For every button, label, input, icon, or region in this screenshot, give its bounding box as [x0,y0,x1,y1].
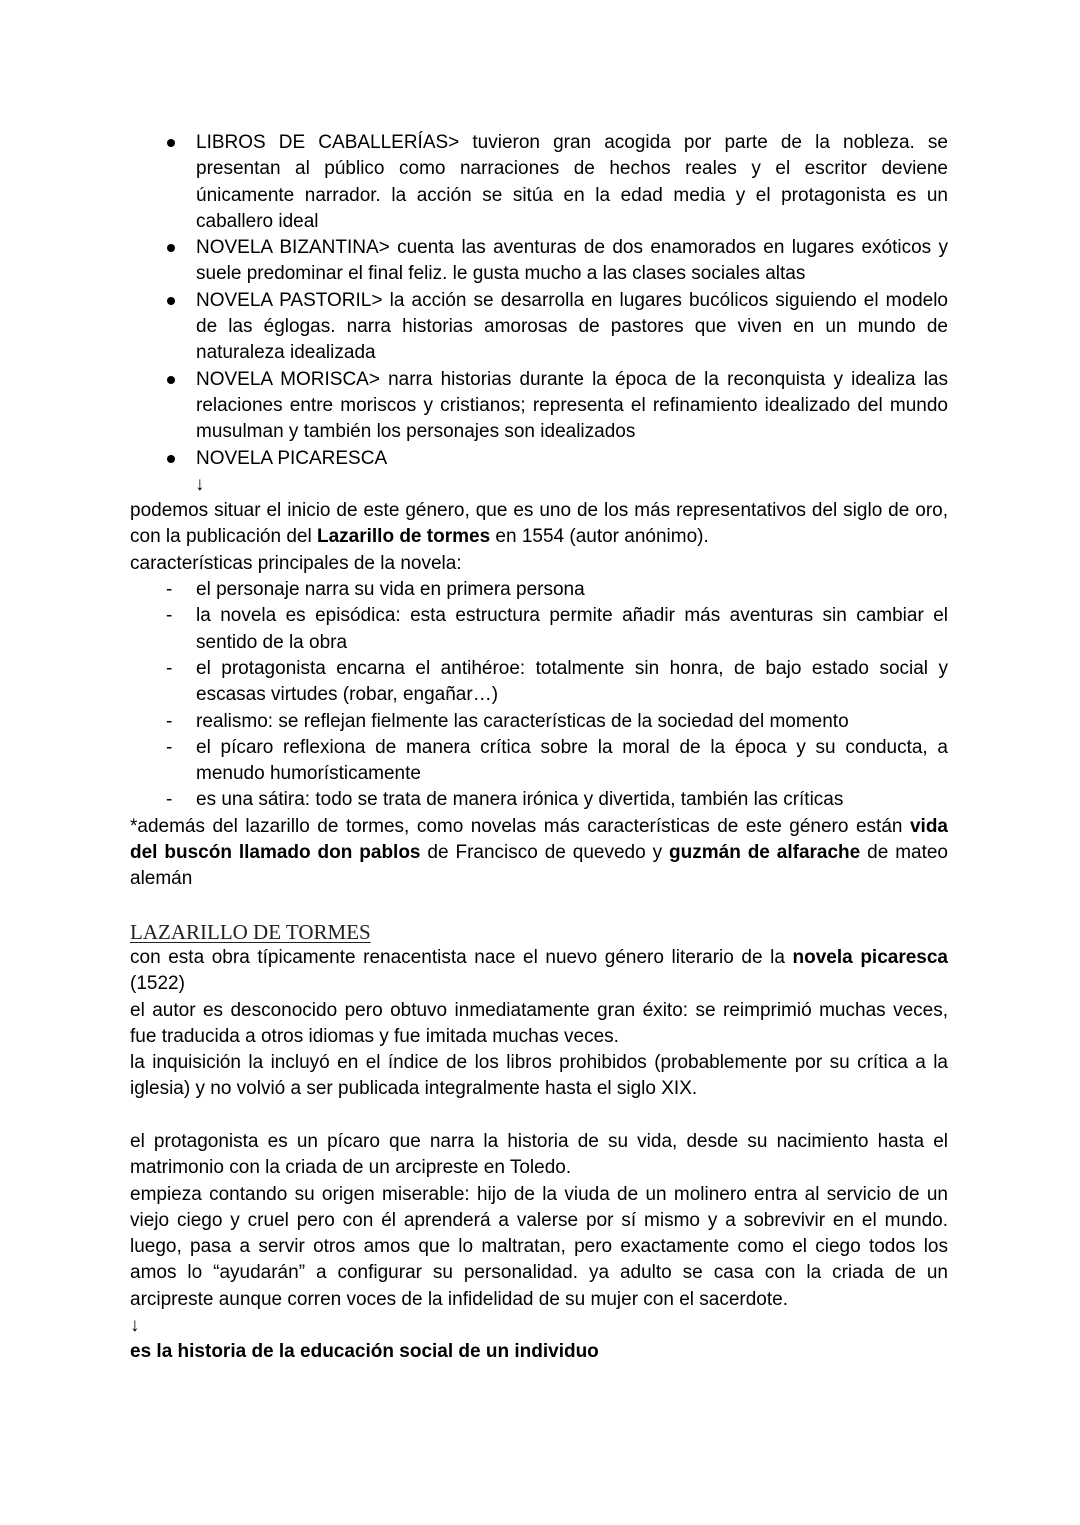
genre-name: NOVELA PICARESCA [196,447,388,469]
genre-name: NOVELA MORISCA> [196,368,380,390]
conclusion-bold: es la historia de la educación social de un individuo [130,1341,599,1363]
note-text: *además del lazarillo de tormes, como novelas más características de este género están [130,815,910,837]
characteristic-text: el personaje narra su vida en primera persona [196,579,585,601]
dash-marker: - [166,579,173,601]
genre-name: NOVELA PASTORIL> [196,289,383,311]
dash-marker: - [166,657,173,679]
picaresca-intro [130,498,948,551]
genre-text: cuenta las aventuras de dos enamorados en lugares exóticos y suele predominar el final feliz. le gusta mucho a las clases sociales altas [196,237,948,285]
other-novels-note [130,814,948,893]
paragraph-bold: novela picaresca [792,946,948,968]
bullet-icon [167,139,175,147]
list-item [130,656,948,709]
arrow-down-icon: ↓ [195,473,205,495]
intro-text-end: en 1554 (autor anónimo). [490,526,709,548]
intro-bold-title: Lazarillo de tormes [316,526,491,548]
intro-text: podemos situar el inicio de este género, que es uno de los más representativos del siglo de oro, con la publicación del [130,500,948,548]
list-item [130,130,948,235]
bullet-icon [167,376,175,384]
list-item [130,446,948,472]
note-text: de mateo alemán [130,842,948,890]
dash-marker: - [166,736,173,758]
lazarillo-paragraph: empieza contando su origen miserable: hijo de la viuda de un molinero entra al servicio de un viejo ciego y cruel pero con él aprenderá a valerse por sí mismo y a sobrevivir en el mundo. luego, pasa a servir otros amos que lo maltratan, pero exactamente como el ciego todos los amos lo “ayudarán” a configurar su personalidad. ya adulto se casa con la criada de un arcipreste aunque corren voces de la infidelidad de su mujer con el sacerdote. [130,1183,948,1310]
list-item [130,603,948,656]
dash-marker: - [166,789,173,811]
list-item [130,787,948,813]
genre-name: LIBROS DE CABALLERÍAS> [196,132,460,153]
arrow-down-icon: ↓ [130,1315,140,1337]
bullet-icon [167,455,175,463]
dash-marker: - [166,710,173,732]
list-item [130,288,948,367]
genre-text: la acción se desarrolla en lugares bucólicos siguiendo el modelo de las églogas. narra historias amorosas de pastores que viven en un mundo de naturaleza idealizada [196,289,948,364]
list-item [130,735,948,788]
characteristic-text: el protagonista encarna el antihéroe: totalmente sin honra, de bajo estado social y escasas virtudes (robar, engañar…) [196,657,948,706]
list-item [130,235,948,288]
spacer [130,1103,948,1129]
characteristics-list [130,577,948,814]
characteristic-text: es una sátira: todo se trata de manera irónica y divertida, también las críticas [196,789,844,811]
note-bold-title: vida del buscón llamado don pablos [130,815,948,864]
characteristic-text: la novela es episódica: esta estructura permite añadir más aventuras sin cambiar el sentido de la obra [196,605,948,653]
paragraph-text: con esta obra típicamente renacentista nace el nuevo género literario de la [130,946,793,968]
lazarillo-paragraph: el protagonista es un pícaro que narra la historia de su vida, desde su nacimiento hasta el matrimonio con la criada de un arcipreste en Toledo. [130,1130,948,1179]
bullet-icon [167,244,175,252]
dash-marker: - [166,605,173,627]
note-bold-title: guzmán de alfarache [669,842,861,864]
lazarillo-paragraph: la inquisición la incluyó en el índice de los libros prohibidos (probablemente por su crítica a la iglesia) y no volvió a ser publicada integralmente hasta el siglo XIX. [130,1052,948,1100]
characteristic-text: realismo: se reflejan fielmente las características de la sociedad del momento [196,710,849,732]
lazarillo-paragraph [130,945,948,998]
list-item [130,367,948,446]
section-heading: LAZARILLO DE TORMES [130,919,371,944]
genre-text: narra historias durante la época de la reconquista y idealiza las relaciones entre moriscos y cristianos; representa el refinamiento idealizado del mundo musulman y también los personajes son idealizados [196,368,948,443]
document-page [130,130,948,1366]
paragraph-text: (1522) [130,973,185,995]
characteristic-text: el pícaro reflexiona de manera crítica sobre la moral de la época y su conducta, a menudo humorísticamente [196,736,948,785]
conclusion [130,1339,948,1365]
genre-name: NOVELA BIZANTINA> [196,237,390,259]
list-item [130,577,948,603]
genre-list [130,130,948,472]
note-text: de Francisco de quevedo y [420,842,670,864]
characteristics-title: características principales de la novela: [130,552,462,574]
genre-text: tuvieron gran acogida por parte de la nobleza. se presentan al público como narraciones de hechos reales y el escritor deviene únicamente narrador. la acción se sitúa en la edad media y el protagonista es un caballero ideal [196,132,949,232]
bullet-icon [167,297,175,305]
lazarillo-paragraph: el autor es desconocido pero obtuvo inmediatamente gran éxito: se reimprimió muchas veces, fue traducida a otros idiomas y fue imitada muchas veces. [130,999,948,1047]
list-item [130,709,948,735]
